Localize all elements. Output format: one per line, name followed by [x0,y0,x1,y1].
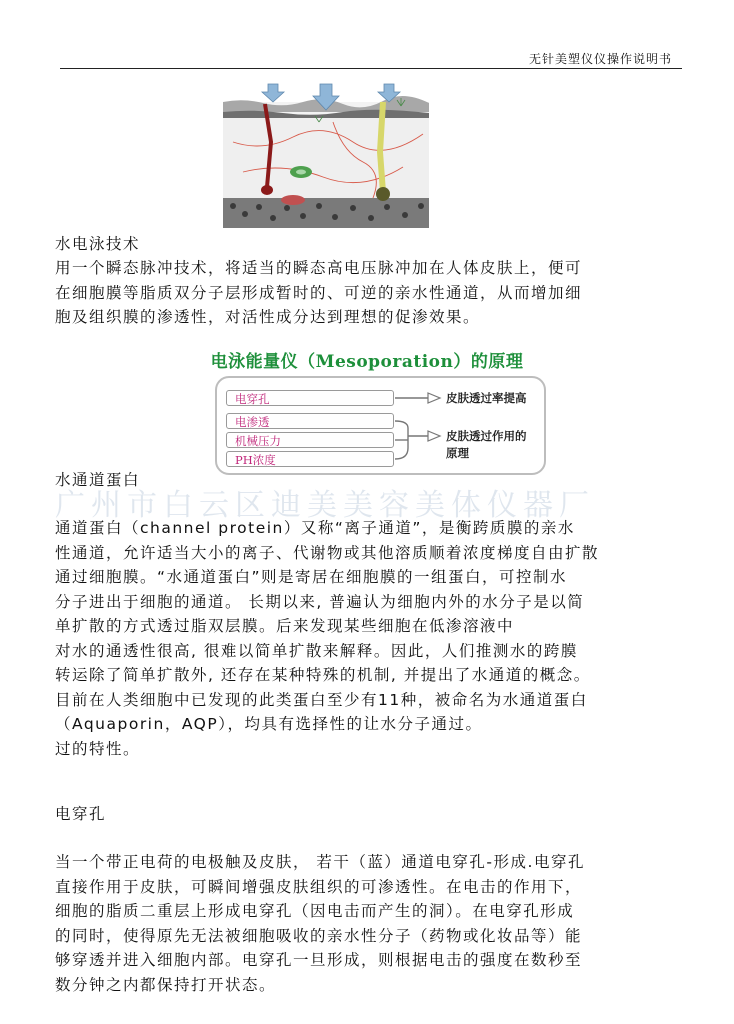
paragraph-aquaporin [55,516,599,761]
watermark: 广州市白云区迪美美容美体仪器厂 [55,488,595,523]
text-line: 细胞的脂质二重层上形成电穿孔（因电击而产生的洞）。在电穿孔形成 [55,902,575,920]
text-line: 够穿透并进入细胞内部。电穿孔一旦形成，则根据电击的强度在数秒至 [55,951,583,969]
text-line: 过的特性。 [55,739,141,758]
text-line: 转运除了简单扩散外, 还存在某种特殊的机制, 并提出了水通道的概念。 [55,666,591,684]
paragraph-electroporation [55,850,585,997]
text-line: （Aquaporin，AQP），均具有选择性的让水分子通过。 [55,715,483,733]
paragraph-electroporation-tech [55,256,582,330]
diagram-box-pore: 电穿孔 [226,390,394,406]
text-line: 用一个瞬态脉冲技术，将适当的瞬态高电压脉冲加在人体皮肤上，便可 [55,259,583,277]
diagram-result-1: 皮肤透过率提高 [446,391,527,405]
text-line: 通过细胞膜。“水通道蛋白”则是寄居在细胞膜的一组蛋白，可控制水 [55,568,568,586]
text-line: 目前在人类细胞中已发现的此类蛋白至少有11种，被命名为水通道蛋白 [55,690,588,709]
section-heading-electroporation: 电穿孔 [55,805,107,823]
diagram-arrows [394,384,444,474]
text-line: 直接作用于皮肤，可瞬间增强皮肤组织的可渗透性。在电击的作用下， [55,877,583,896]
text-line: 性通道，允许适当大小的离子、代谢物或其他溶质顺着浓度梯度自由扩散 [55,543,600,562]
skin-cross-section-illustration [223,82,429,228]
text-line: 胞及组织膜的渗透性，对活性成分达到理想的促渗效果。 [55,308,481,326]
text-line: 数分钟之内都保持打开状态。 [55,975,277,994]
section-heading-electroporation-tech: 水电泳技术 [55,235,141,253]
text-line: 当一个带正电荷的电极触及皮肤， 若干（蓝）通道电穿孔-形成.电穿孔 [55,853,585,871]
text-line: 单扩散的方式透过脂双层膜。后来发现某些细胞在低渗溶液中 [55,617,515,635]
text-line: 通道蛋白（channel protein）又称“离子通道”，是衡跨质膜的亲水 [55,519,575,537]
document-header-title: 无针美塑仪仪操作说明书 [528,52,672,66]
text-line: 的同时，使得原先无法被细胞吸收的亲水性分子（药物或化妆品等）能 [55,926,583,945]
text-line: 在细胞膜等脂质双分子层形成暂时的、可逆的亲水性通道，从而增加细 [55,283,583,302]
diagram-result-2 [446,428,527,462]
text-line: 对水的通透性很高, 很难以简单扩散来解释。因此，人们推测水的跨膜 [55,641,578,660]
diagram-result-2-line2: 原理 [446,446,469,460]
diagram-box-osmosis: 电渗透 [226,413,394,429]
diagram-box-pressure: 机械压力 [226,432,394,448]
diagram-title: 电泳能量仪（Mesoporation）的原理 [210,352,524,372]
diagram-result-2-line1: 皮肤透过作用的 [446,429,527,443]
text-line: 分子进出于细胞的通道。 长期以来, 普遍认为细胞内外的水分子是以简 [55,592,585,611]
diagram-box-ph: PH浓度 [226,451,394,467]
header-divider [60,68,682,69]
section-heading-aquaporin: 水通道蛋白 [55,471,141,489]
